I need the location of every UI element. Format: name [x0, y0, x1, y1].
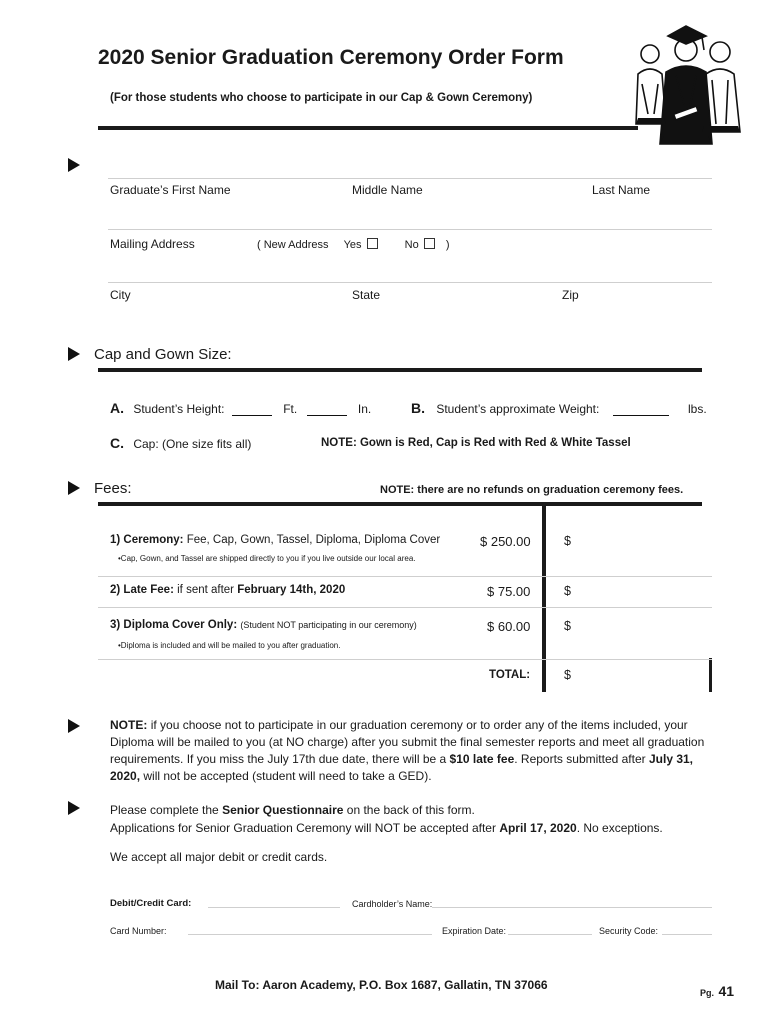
close-paren: )	[445, 239, 450, 251]
b-letter: B.	[411, 400, 425, 416]
city-label: City	[110, 288, 131, 302]
new-address-group	[257, 238, 450, 251]
note-paragraph	[110, 717, 710, 785]
mail-to: Mail To: Aaron Academy, P.O. Box 1687, Gallatin, TN 37066	[215, 978, 548, 992]
no-label: No	[404, 239, 419, 251]
deadline-date: April 17, 2020	[499, 821, 577, 835]
expiration-field[interactable]	[508, 934, 592, 935]
diploma-cover-desc: (Student NOT participating in our ceremony)	[240, 620, 417, 630]
cap-label: Cap: (One size fits all)	[133, 437, 252, 451]
total-right-bar	[709, 658, 712, 692]
height-row	[110, 400, 371, 416]
section-arrow-icon	[68, 347, 80, 361]
weight-label: Student’s approximate Weight:	[436, 402, 600, 416]
ceremony-label: 1) Ceremony:	[110, 534, 184, 546]
section-arrow-icon	[68, 481, 80, 495]
middle-name-label: Middle Name	[352, 183, 423, 197]
note-text-1: if you choose not to participate in our graduation ceremony or to order any of the items included, your Diploma will be mailed to you (at NO charge) after you submit the final semester reports and meet all graduation requirements. If you miss the July 17th due date, there will be a	[110, 718, 705, 766]
fee-row-divider	[98, 576, 712, 577]
total-label: TOTAL:	[489, 669, 531, 681]
ceremony-price: $ 250.00	[480, 534, 531, 549]
fees-divider	[542, 504, 546, 692]
address-label: Mailing Address	[110, 237, 195, 251]
height-label: Student’s Height:	[133, 402, 225, 416]
diploma-note: •Diploma is included and will be mailed to you after graduation.	[118, 641, 341, 650]
ft-label: Ft.	[283, 402, 298, 416]
late-fee-label: 2) Late Fee:	[110, 584, 174, 596]
weight-row	[411, 400, 669, 416]
no-checkbox[interactable]	[424, 238, 435, 249]
security-field[interactable]	[662, 934, 712, 935]
cap-gown-rule	[98, 368, 702, 372]
page-number	[700, 983, 734, 1001]
note-text-3: will not be accepted (student will need to take a GED).	[143, 769, 432, 783]
fee-row-divider	[98, 659, 712, 660]
cardholder-field[interactable]	[432, 907, 712, 908]
questionnaire-name: Senior Questionnaire	[222, 803, 344, 817]
in-label: In.	[357, 402, 372, 416]
page-title: 2020 Senior Graduation Ceremony Order Form	[98, 46, 564, 69]
city-line[interactable]	[108, 282, 712, 283]
yes-checkbox[interactable]	[367, 238, 378, 249]
questionnaire-text-2: on the back of this form.	[346, 803, 475, 817]
deadline-text-2: . No exceptions.	[576, 821, 663, 835]
total-amount-field[interactable]: $	[564, 668, 571, 682]
pg-label: Pg.	[700, 988, 715, 998]
cap-gown-heading: Cap and Gown Size:	[94, 346, 232, 363]
lbs-label: lbs.	[688, 402, 707, 416]
fee-row-ceremony	[110, 534, 440, 546]
cardholder-label: Cardholder’s Name:	[352, 899, 433, 909]
height-in-field[interactable]	[307, 415, 347, 416]
card-type-field[interactable]	[208, 907, 340, 908]
name-line[interactable]	[108, 178, 712, 179]
c-letter: C.	[110, 435, 124, 451]
ceremony-amount-field[interactable]: $	[564, 534, 571, 548]
state-label: State	[352, 288, 381, 302]
a-letter: A.	[110, 400, 124, 416]
page-number-value: 41	[718, 983, 735, 999]
section-arrow-icon	[68, 158, 80, 172]
late-fee-amount-field[interactable]: $	[564, 584, 571, 598]
header-rule	[98, 126, 638, 130]
first-name-label: Graduate’s First Name	[110, 183, 231, 197]
late-fee-date: February 14th, 2020	[237, 584, 346, 596]
note-label: NOTE:	[110, 718, 148, 732]
address-line[interactable]	[108, 229, 712, 230]
reports-date: July 31, 2020,	[110, 752, 694, 783]
card-number-field[interactable]	[188, 934, 432, 935]
new-address-label: ( New Address	[257, 239, 329, 251]
cap-row	[110, 435, 251, 451]
section-arrow-icon	[68, 801, 80, 815]
deadline-text-1: Applications for Senior Graduation Ceremony will NOT be accepted after	[110, 821, 496, 835]
last-name-label: Last Name	[592, 183, 651, 197]
fee-row-late	[110, 584, 345, 596]
diploma-cover-label: 3) Diploma Cover Only:	[110, 619, 238, 631]
ceremony-desc: Fee, Cap, Gown, Tassel, Diploma, Diploma Cover	[186, 534, 441, 546]
yes-label: Yes	[343, 239, 362, 251]
late-fee-amount: $10 late fee	[449, 752, 515, 766]
diploma-cover-amount-field[interactable]: $	[564, 619, 571, 633]
height-ft-field[interactable]	[232, 415, 272, 416]
ceremony-note: •Cap, Gown, and Tassel are shipped directly to you if you live outside our local area.	[118, 554, 416, 563]
questionnaire-text-1: Please complete the	[110, 803, 219, 817]
questionnaire-line	[110, 802, 710, 819]
gown-note: NOTE: Gown is Red, Cap is Red with Red & White Tassel	[321, 437, 631, 449]
security-label: Security Code:	[599, 926, 659, 936]
diploma-cover-price: $ 60.00	[487, 619, 531, 634]
fees-heading: Fees:	[94, 480, 132, 497]
refund-note: NOTE: there are no refunds on graduation ceremony fees.	[380, 484, 684, 496]
graduates-illustration-icon	[628, 14, 748, 150]
fees-rule	[98, 502, 702, 506]
deadline-line	[110, 820, 710, 837]
card-label: Debit/Credit Card:	[110, 898, 192, 909]
card-number-label: Card Number:	[110, 926, 167, 936]
late-fee-desc: if sent after	[177, 584, 235, 596]
page-subtitle: (For those students who choose to participate in our Cap & Gown Ceremony)	[110, 92, 533, 104]
note-text-2: . Reports submitted after	[514, 752, 646, 766]
weight-field[interactable]	[613, 415, 669, 416]
fee-row-divider	[98, 607, 712, 608]
zip-label: Zip	[562, 288, 579, 302]
expiration-label: Expiration Date:	[442, 926, 507, 936]
cards-accepted: We accept all major debit or credit cards.	[110, 850, 328, 864]
fee-row-diploma	[110, 619, 417, 631]
section-arrow-icon	[68, 719, 80, 733]
late-fee-price: $ 75.00	[487, 584, 531, 599]
